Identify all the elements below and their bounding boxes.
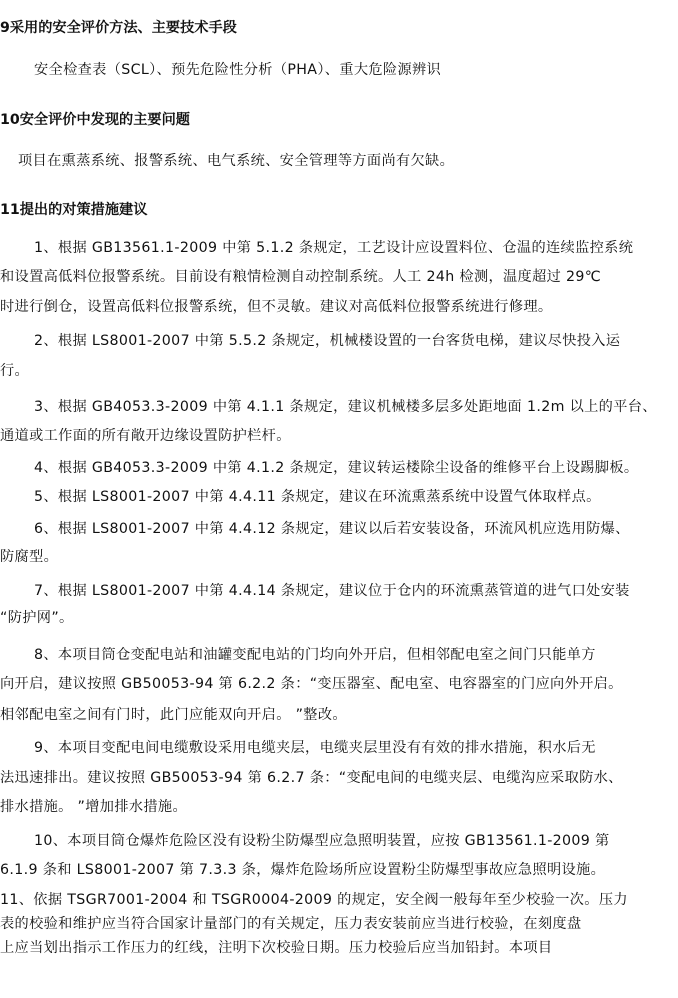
item-8-line-2: 向开启，建议按照 GB50053-94 第 6.2.2 条：“变压器室、配电室、电容器室的门应向外开启。	[0, 676, 623, 692]
item-3-line-2: 通道或工作面的所有敞开边缘设置防护栏杆。	[0, 428, 291, 444]
item-6-line-1: 6、根据 LS8001-2007 中第 4.4.12 条规定，建议以后若安装设备，环流风机应选用防爆、	[34, 521, 630, 537]
item-2-line-1: 2、根据 LS8001-2007 中第 5.5.2 条规定，机械楼设置的一台客货电梯，建议尽快投入运	[34, 333, 621, 349]
item-1-line-3: 时进行倒仓，设置高低料位报警系统，但不灵敏。建议对高低料位报警系统进行修理。	[0, 299, 553, 315]
item-8-line-3: 相邻配电室之间有门时，此门应能双向开启。 ”整改。	[0, 707, 347, 723]
item-11-line-3: 上应当划出指示工作压力的红线，注明下次校验日期。压力校验后应当加铅封。本项目	[0, 940, 553, 956]
item-5-line-1: 5、根据 LS8001-2007 中第 4.4.11 条规定，建议在环流熏蒸系统中设置气体取样点。	[34, 489, 601, 505]
section-9-text: 安全检查表（SCL）、预先危险性分析（PHA）、重大危险源辨识	[34, 62, 442, 78]
item-7-line-2: “防护网”。	[0, 610, 74, 626]
item-8-line-1: 8、本项目筒仓变配电站和油罐变配电站的门均向外开启，但相邻配电室之间门只能单方	[34, 647, 596, 663]
item-7-line-1: 7、根据 LS8001-2007 中第 4.4.14 条规定，建议位于仓内的环流熏蒸管道的进气口处安装	[34, 583, 630, 599]
item-11-line-1: 11、依据 TSGR7001-2004 和 TSGR0004-2009 的规定，安全阀一般每年至少校验一次。压力	[0, 892, 628, 908]
item-6-line-2: 防腐型。	[0, 549, 59, 565]
item-10-line-2: 6.1.9 条和 LS8001-2007 第 7.3.3 条，爆炸危险场所应设置粉尘防爆型事故应急照明设施。	[0, 862, 606, 878]
item-3-line-1: 3、根据 GB4053.3-2009 中第 4.1.1 条规定，建议机械楼多层多处距地面 1.2m 以上的平台、	[34, 399, 657, 415]
item-10-line-1: 10、本项目筒仓爆炸危险区没有设粉尘防爆型应急照明装置，应按 GB13561.1-2009 第	[34, 833, 610, 849]
item-4-line-1: 4、根据 GB4053.3-2009 中第 4.1.2 条规定，建议转运楼除尘设备的维修平台上设踢脚板。	[34, 460, 639, 476]
item-9-line-1: 9、本项目变配电间电缆敷设采用电缆夹层，电缆夹层里没有有效的排水措施，积水后无	[34, 740, 596, 756]
section-10-heading: 10安全评价中发现的主要问题	[0, 112, 190, 128]
item-9-line-3: 排水措施。 ”增加排水措施。	[0, 799, 188, 815]
item-1-line-2: 和设置高低料位报警系统。目前设有粮情检测自动控制系统。人工 24h 检测，温度超过 29℃	[0, 269, 602, 285]
item-2-line-2: 行。	[0, 363, 30, 379]
item-9-line-2: 法迅速排出。建议按照 GB50053-94 第 6.2.7 条：“变配电间的电缆夹层、电缆沟应采取防水、	[0, 770, 623, 786]
section-10-text: 项目在熏蒸系统、报警系统、电气系统、安全管理等方面尚有欠缺。	[18, 153, 455, 169]
section-11-heading: 11提出的对策措施建议	[0, 202, 148, 218]
section-9-heading: 9采用的安全评价方法、主要技术手段	[0, 20, 237, 36]
item-11-line-2: 表的校验和维护应当符合国家计量部门的有关规定，压力表安装前应当进行校验，在刻度盘	[0, 916, 582, 932]
item-1-line-1: 1、根据 GB13561.1-2009 中第 5.1.2 条规定，工艺设计应设置料位、仓温的连续监控系统	[34, 240, 634, 256]
